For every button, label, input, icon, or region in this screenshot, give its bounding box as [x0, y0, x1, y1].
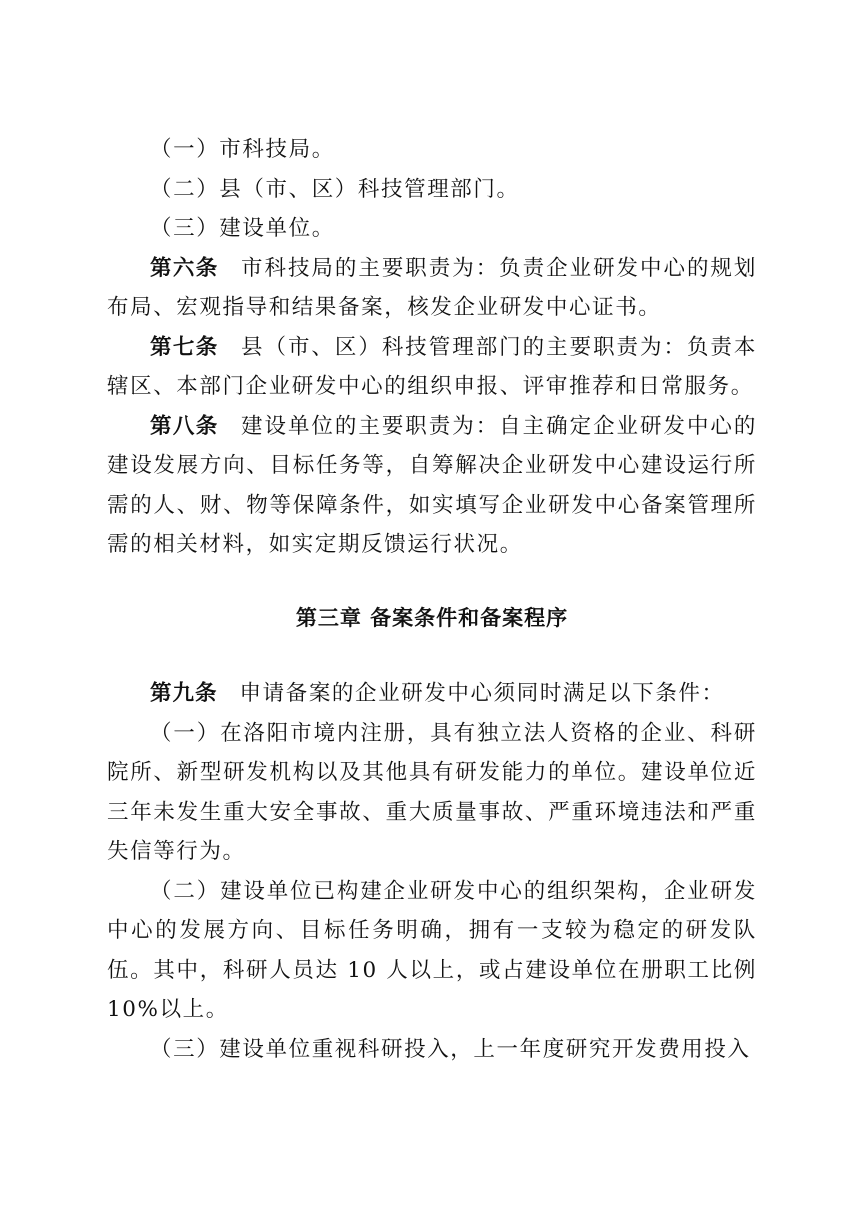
article-8-label: 第八条	[150, 413, 219, 439]
article-7-text: 县（市、区）科技管理部门的主要职责为：负责本辖区、本部门企业研发中心的组织申报、评审推荐和日常服务。	[107, 334, 757, 399]
chapter-heading: 第三章 备案条件和备案程序	[295, 605, 569, 630]
list-item-2: （二）县（市、区）科技管理部门。	[150, 176, 520, 202]
article-9	[107, 674, 757, 714]
condition-2: （二）建设单位已构建企业研发中心的组织架构，企业研发中心的发展方向、目标任务明确，拥有一支较为稳定的研发队伍。其中，科研人员达 10 人以上，或占建设单位在册职工比例 10%以上。	[107, 878, 757, 1022]
article-9-text: 申请备案的企业研发中心须同时满足以下条件：	[239, 681, 725, 706]
article-6-text: 市科技局的主要职责为：负责企业研发中心的规划布局、宏观指导和结果备案，核发企业研发中心证书。	[107, 255, 757, 320]
article-8-text: 建设单位的主要职责为：自主确定企业研发中心的建设发展方向、目标任务等，自筹解决企业研发中心建设运行所需的人、财、物等保障条件，如实填写企业研发中心备案管理所需的相关材料，如实定期反馈运行状况。	[107, 413, 757, 557]
list-item-1: （一）市科技局。	[150, 137, 335, 162]
article-7-label: 第七条	[150, 334, 219, 360]
article-6-label: 第六条	[150, 255, 219, 281]
condition-1: （一）在洛阳市境内注册，具有独立法人资格的企业、科研院所、新型研发机构以及其他具有研发能力的单位。建设单位近三年未发生重大安全事故、重大质量事故、严重环境违法和严重失信等行为。	[107, 720, 757, 864]
article-8	[107, 407, 757, 565]
condition-3: （三）建设单位重视科研投入，上一年度研究开发费用投入	[150, 1036, 751, 1062]
article-6	[107, 249, 757, 328]
document-body	[107, 130, 757, 1069]
article-7	[107, 328, 757, 407]
article-9-label: 第九条	[150, 681, 218, 706]
list-item-3: （三）建设单位。	[150, 216, 335, 241]
